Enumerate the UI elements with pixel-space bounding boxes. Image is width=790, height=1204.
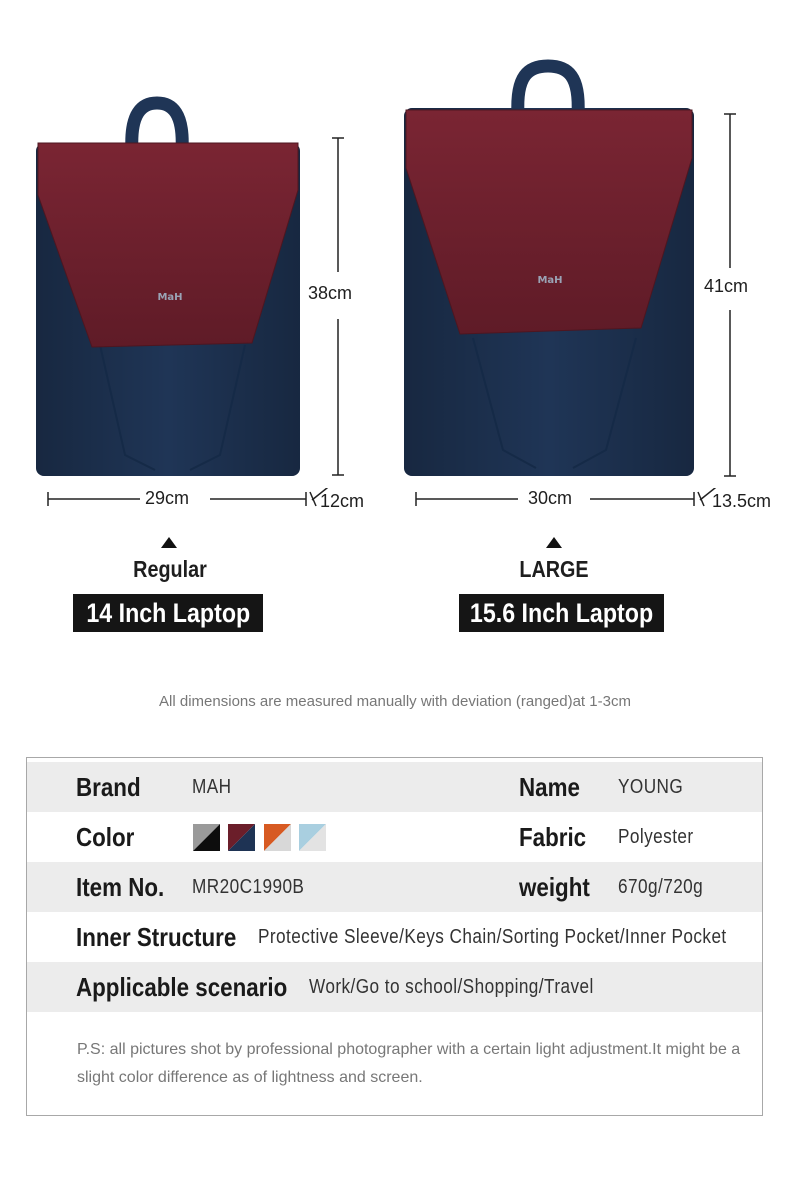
large-backpack-image (398, 58, 708, 483)
inner-label: Inner Structure (76, 922, 237, 952)
color-swatch-burgundy-navy[interactable] (228, 824, 255, 851)
spec-row-brand (27, 762, 762, 812)
regular-backpack-image (30, 95, 320, 485)
fabric-value: Polyester (618, 826, 694, 848)
item-label: Item No. (76, 872, 165, 902)
regular-depth-label: 12cm (320, 491, 365, 511)
regular-logo: MaH (157, 292, 183, 303)
color-swatch-orange[interactable] (264, 824, 291, 851)
large-arrow-icon (546, 537, 562, 548)
regular-width-ruler (44, 488, 344, 512)
inner-value: Protective Sleeve/Keys Chain/Sorting Pocket/Inner Pocket (258, 926, 727, 948)
large-logo: MaH (537, 275, 563, 286)
color-label: Color (76, 822, 135, 852)
regular-laptop-text: 14 Inch Laptop (86, 597, 250, 628)
regular-height-label: 38cm (308, 283, 353, 303)
regular-height-ruler (320, 134, 350, 479)
color-swatch-black[interactable] (193, 824, 220, 851)
spec-table (26, 757, 763, 1116)
weight-value: 670g/720g (618, 876, 704, 898)
brand-label: Brand (76, 772, 141, 802)
large-height-label: 41cm (704, 276, 749, 296)
spec-row-scenario (27, 962, 762, 1012)
item-value: MR20C1990B (192, 876, 305, 898)
regular-laptop-badge (73, 594, 263, 632)
fabric-label: Fabric (519, 822, 587, 852)
regular-arrow-icon (161, 537, 177, 548)
regular-width-label: 29cm (145, 488, 190, 508)
large-width-label: 30cm (528, 488, 573, 508)
scenario-value: Work/Go to school/Shopping/Travel (309, 976, 594, 998)
scenario-label: Applicable scenario (76, 972, 288, 1002)
color-swatch-light-blue[interactable] (299, 824, 326, 851)
spec-row-color (27, 812, 762, 862)
large-size-label: LARGE (519, 556, 589, 582)
name-value: YOUNG (618, 776, 684, 798)
spec-row-inner (27, 912, 762, 962)
large-laptop-badge (459, 594, 664, 632)
dimension-note: All dimensions are measured manually with deviation (ranged)at 1-3cm (159, 693, 631, 710)
regular-size-label: Regular (133, 556, 207, 582)
large-depth-label: 13.5cm (712, 491, 772, 511)
brand-value: MAH (192, 776, 232, 798)
spec-row-item (27, 862, 762, 912)
name-label: Name (519, 772, 580, 802)
weight-label: weight (519, 872, 590, 902)
ps-note: P.S: all pictures shot by professional photographer with a certain light adjustment.It might be a slight color difference as of lightness and screen. (77, 1041, 741, 1086)
large-laptop-text: 15.6 Inch Laptop (469, 597, 654, 628)
